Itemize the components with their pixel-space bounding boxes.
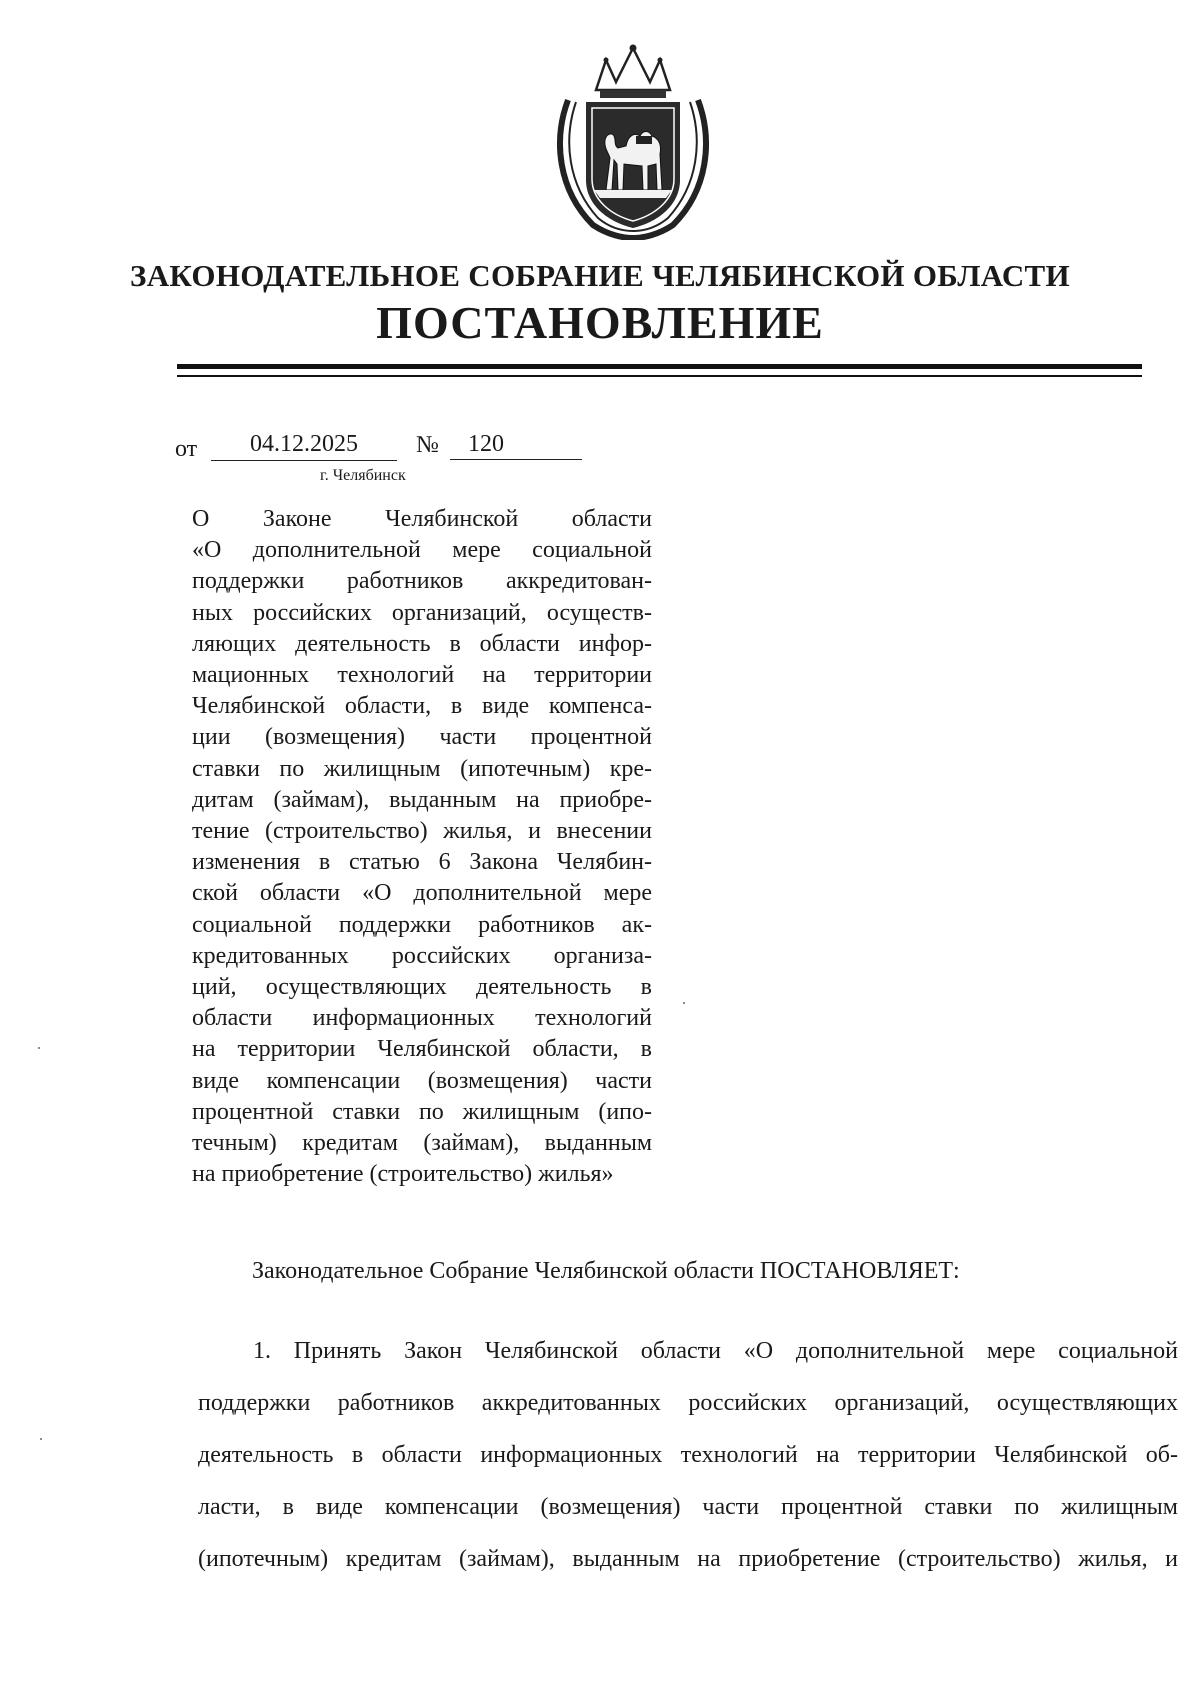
title-line: ных российских организаций, осуществ- xyxy=(192,599,652,626)
title-line: ции (возмещения) части процентной xyxy=(192,724,652,751)
title-line: ляющих деятельность в области инфор- xyxy=(192,630,652,657)
title-line: ставки по жилищным (ипотечным) кре- xyxy=(192,755,652,782)
title-line: процентной ставки по жилищным (ипо- xyxy=(192,1098,652,1125)
preamble: Законодательное Собрание Челябинской области ПОСТАНОВЛЯЕТ: xyxy=(252,1258,960,1284)
title-line: мационных технологий на территории xyxy=(192,662,652,689)
title-line: дитам (займам), выданным на приобре- xyxy=(192,786,652,813)
title-line: поддержки работников аккредитован- xyxy=(192,568,652,595)
body-line: (ипотечным) кредитам (займам), выданным на приобретение (строительство) жилья, и xyxy=(198,1546,1178,1572)
title-line: на приобретение (строительство) жилья» xyxy=(192,1161,614,1188)
document-date: 04.12.2025 xyxy=(211,430,397,461)
scan-speck xyxy=(683,1002,685,1004)
scan-speck xyxy=(38,1047,40,1049)
title-line: изменения в статью 6 Закона Челябин- xyxy=(192,849,652,876)
resolution-title xyxy=(192,504,652,1190)
header-rule-thick xyxy=(177,364,1142,369)
organization-name: ЗАКОНОДАТЕЛЬНОЕ СОБРАНИЕ ЧЕЛЯБИНСКОЙ ОБЛАСТИ xyxy=(130,258,1070,293)
date-prefix: от xyxy=(175,436,198,462)
title-line: течным) кредитам (займам), выданным xyxy=(192,1130,652,1157)
title-line: области информационных технологий xyxy=(192,1005,652,1032)
title-line: Челябинской области, в виде компенса- xyxy=(192,693,652,720)
title-line: «О дополнительной мере социальной xyxy=(192,537,652,564)
coat-of-arms-emblem xyxy=(548,40,718,240)
title-line: О Законе Челябинской области xyxy=(192,506,652,532)
number-sign: № xyxy=(416,432,439,458)
title-line: тение (строительство) жилья, и внесении xyxy=(192,818,652,845)
body-line: 1. Принять Закон Челябинской области «О дополнительной мере социальной xyxy=(253,1338,1178,1364)
document-type-title: ПОСТАНОВЛЕНИЕ xyxy=(376,297,824,348)
title-line: на территории Челябинской области, в xyxy=(192,1036,652,1063)
body-line: деятельность в области информационных технологий на территории Челябинской об- xyxy=(198,1442,1178,1468)
title-line: ской области «О дополнительной мере xyxy=(192,880,652,907)
scan-speck xyxy=(40,1438,42,1440)
title-line: виде компенсации (возмещения) части xyxy=(192,1067,652,1094)
header-rule-thin xyxy=(177,375,1142,377)
operative-text xyxy=(198,1325,1178,1585)
title-line: ций, осуществляющих деятельность в xyxy=(192,974,652,1001)
body-line: поддержки работников аккредитованных российских организаций, осуществляющих xyxy=(198,1390,1178,1416)
city-name: г. Челябинск xyxy=(320,467,406,484)
title-line: социальной поддержки работников ак- xyxy=(192,911,652,938)
document-number: 120 xyxy=(450,430,582,460)
body-line: ласти, в виде компенсации (возмещения) части процентной ставки по жилищным xyxy=(198,1494,1178,1520)
title-line: кредитованных российских организа- xyxy=(192,942,652,969)
